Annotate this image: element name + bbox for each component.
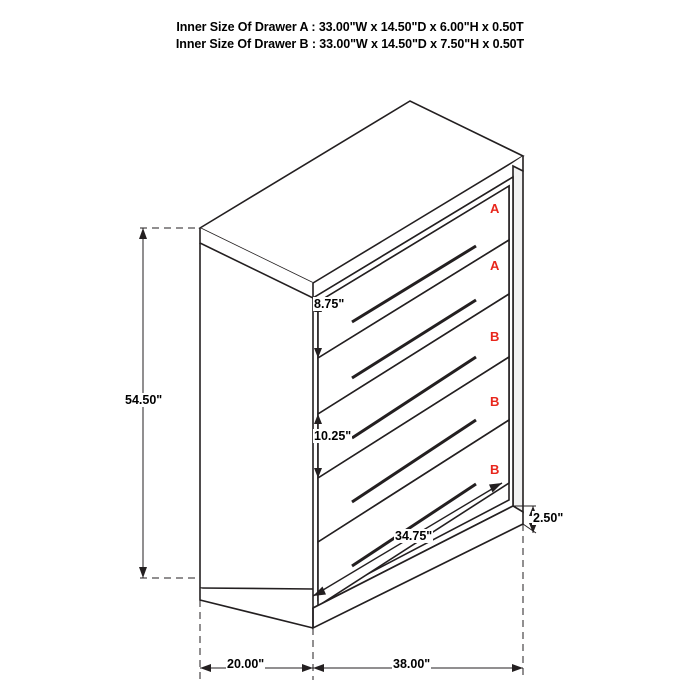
- drawer-label-5: B: [490, 462, 500, 477]
- dim-label-drawer-width: 34.75": [395, 529, 433, 543]
- dim-label-drawer-a-height: 8.75": [314, 297, 345, 311]
- dim-label-depth: 20.00": [227, 657, 265, 671]
- dim-label-overall-height: 54.50": [125, 393, 163, 407]
- drawer-b-spec-text: Inner Size Of Drawer B : 33.00"W x 14.50"D x 7.50"H x 0.50T: [175, 37, 525, 51]
- drawer-label-3: B: [490, 329, 500, 344]
- drawer-label-2: A: [490, 258, 500, 273]
- dim-label-drawer-b-height: 10.25": [314, 429, 352, 443]
- right-side-panel: [513, 166, 523, 512]
- dim-label-base-height: 2.50": [533, 511, 564, 525]
- drawer-label-1: A: [490, 201, 500, 216]
- drawer-a-spec-text: Inner Size Of Drawer A : 33.00"W x 14.50"D x 6.00"H x 0.50T: [176, 20, 524, 34]
- dim-label-width: 38.00": [393, 657, 431, 671]
- drawer-label-4: B: [490, 394, 500, 409]
